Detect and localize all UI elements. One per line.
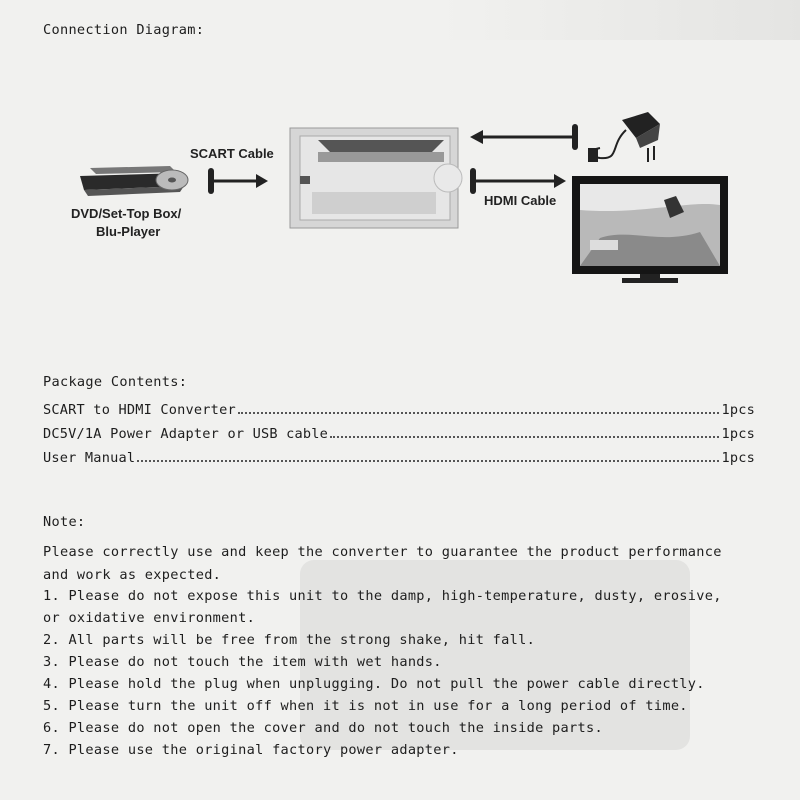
note-intro-line: and work as expected. <box>43 567 222 583</box>
hdmi-cable-label: HDMI Cable <box>484 193 557 208</box>
source-device-label-line1: DVD/Set-Top Box/ <box>71 206 182 221</box>
dot-leader <box>137 460 719 462</box>
dvd-player-icon <box>80 166 188 196</box>
note-item: 7. Please use the original factory power adapter. <box>43 742 459 758</box>
package-item-qty: 1pcs <box>721 450 755 466</box>
power-adapter-icon <box>588 112 660 162</box>
source-device-label-line2: Blu-Player <box>96 224 161 239</box>
note-item: 2. All parts will be free from the strong shake, hit fall. <box>43 632 536 648</box>
note-item: or oxidative environment. <box>43 610 256 626</box>
scart-cable-label: SCART Cable <box>190 146 274 161</box>
hdmi-cable-arrow <box>470 168 566 194</box>
scart-cable-arrow <box>208 168 268 194</box>
dot-leader <box>330 436 719 438</box>
package-item <box>43 426 755 442</box>
note-item: 6. Please do not open the cover and do not touch the inside parts. <box>43 720 603 736</box>
connection-diagram-title: Connection Diagram: <box>43 22 205 38</box>
bleed-through-top <box>440 0 800 40</box>
scart-hdmi-converter-icon <box>290 128 462 228</box>
package-item-qty: 1pcs <box>721 402 755 418</box>
package-contents-title: Package Contents: <box>43 374 188 390</box>
package-item-name: DC5V/1A Power Adapter or USB cable <box>43 426 329 442</box>
note-title: Note: <box>43 514 86 530</box>
tv-icon <box>572 176 728 283</box>
package-item-name: SCART to HDMI Converter <box>43 402 236 418</box>
package-item-name: User Manual <box>43 450 136 466</box>
note-item: 5. Please turn the unit off when it is not in use for a long period of time. <box>43 698 688 714</box>
note-item: 3. Please do not touch the item with wet hands. <box>43 654 442 670</box>
dot-leader <box>238 412 720 414</box>
package-item <box>43 402 755 418</box>
note-intro-line: Please correctly use and keep the converter to guarantee the product performance <box>43 544 722 560</box>
note-item: 1. Please do not expose this unit to the damp, high-temperature, dusty, erosive, <box>43 588 722 604</box>
package-item <box>43 450 755 466</box>
note-item: 4. Please hold the plug when unplugging. Do not pull the power cable directly. <box>43 676 705 692</box>
power-cable-arrow <box>470 124 578 150</box>
package-item-qty: 1pcs <box>721 426 755 442</box>
